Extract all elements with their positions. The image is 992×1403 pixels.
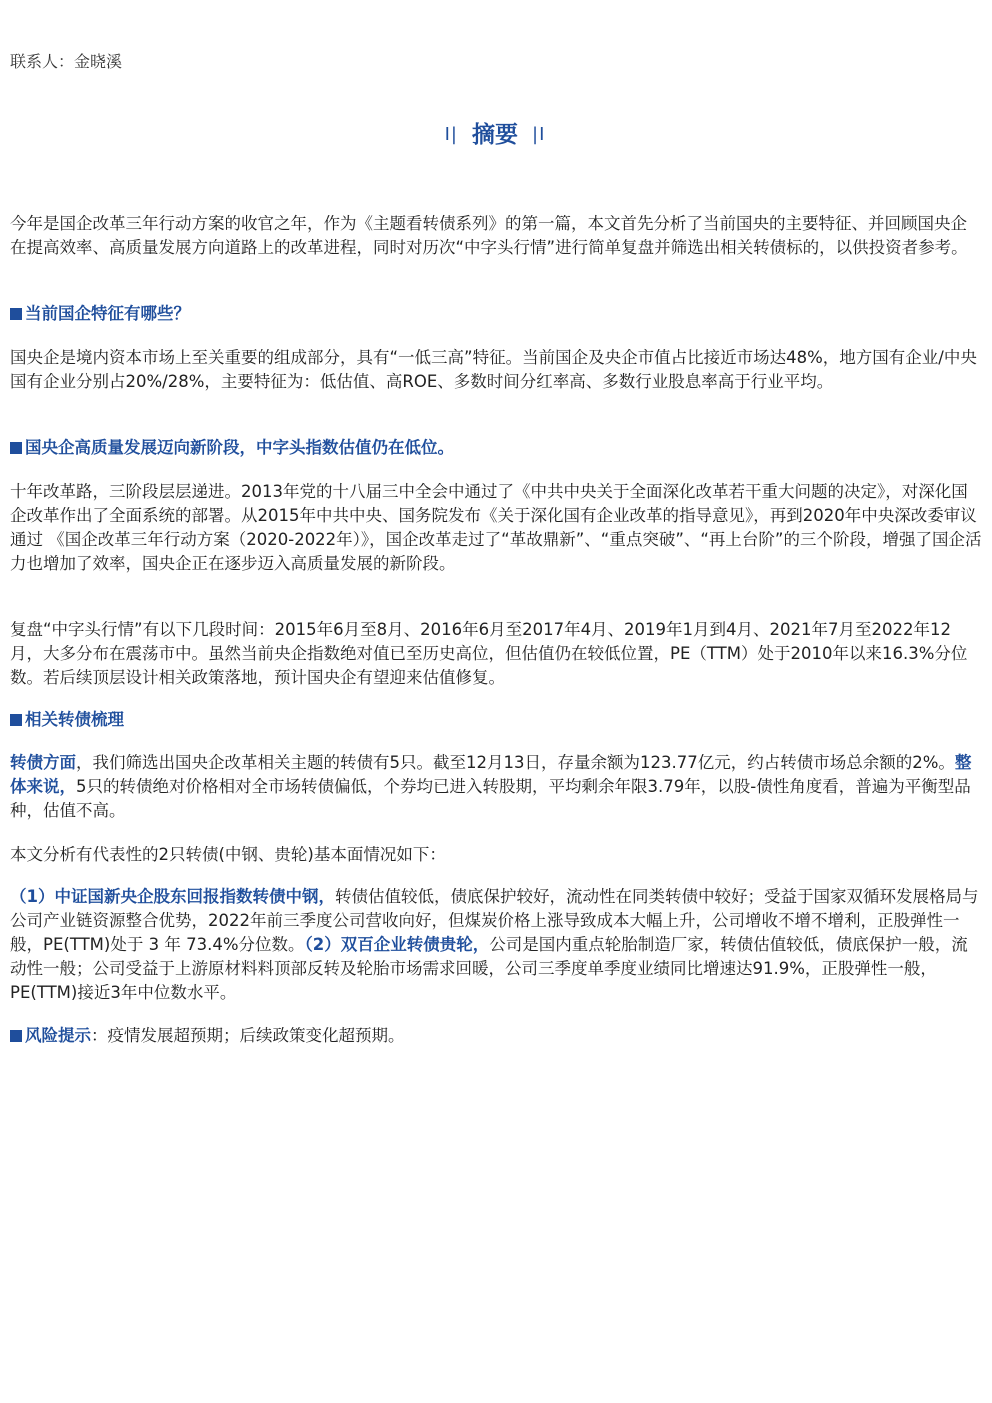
highlight-text: （2）双百企业转债贵轮， [304, 935, 490, 954]
body-text: ，我们筛选出国央企改革相关主题的转债有5只。截至12月13日，存量余额为123.77亿元，约占转债市场总余额的2%。 [76, 753, 955, 772]
abstract-title-text: 摘要 [472, 122, 518, 148]
body-text: 5只的转债绝对价格相对全市场转债偏低，个券均已进入转股期，平均剩余年限3.79年，以股-债性角度看，普遍为平衡型品种，估值不高。 [10, 777, 971, 820]
section-heading-1-text: 当前国企特征有哪些？ [25, 304, 190, 323]
section-heading-2 [10, 436, 454, 460]
title-left-mark: I| [444, 124, 458, 145]
section-heading-1 [10, 302, 190, 326]
section-heading-3-text: 相关转债梳理 [25, 710, 124, 729]
square-bullet-icon [10, 442, 22, 454]
section-3-paragraph-1 [10, 751, 982, 823]
abstract-title [10, 116, 980, 149]
section-heading-2-text: 国央企高质量发展迈向新阶段，中字头指数估值仍在低位。 [25, 438, 454, 457]
highlight-text: 整体来说， [10, 753, 972, 796]
title-right-mark: |I [532, 124, 546, 145]
section-3-paragraph-2: 本文分析有代表性的2只转债(中钢、贵轮)基本面情况如下： [10, 845, 446, 864]
highlight-text: （1）中证国新央企股东回报指数转债中钢， [10, 887, 335, 906]
risk-heading: 风险提示 [25, 1026, 91, 1045]
highlight-text: 转债方面 [10, 753, 76, 772]
section-2-body-1: 十年改革路，三阶段层层递进。2013年党的十八届三中全会中通过了《中共中央关于全面深化改革若干重大问题的决定》，对深化国企改革作出了全面系统的部署。从2015年中共中央、国务院发布《关于深化国有企业改革的指导意见》，再到2020年中央深改委审议通过 《国企改革三年行动方案（2020-2022年）》，国企改革走过了“革故鼎新”、“重点突破”、“再上台阶”的三个阶段，增强了国企活力也增加了效率，国央企正在逐步迈入高质量发展的新阶段。 [10, 482, 982, 573]
intro-paragraph: 今年是国企改革三年行动方案的收官之年，作为《主题看转债系列》的第一篇，本文首先分析了当前国央的主要特征、并回顾国央企在提高效率、高质量发展方向道路上的改革进程，同时对历次“中字头行情”进行简单复盘并筛选出相关转债标的，以供投资者参考。 [10, 214, 968, 257]
risk-paragraph [10, 1024, 982, 1048]
square-bullet-icon [10, 714, 22, 726]
square-bullet-icon [10, 1030, 22, 1042]
contact-line: 联系人：金晓溪 [10, 52, 123, 71]
risk-text: ：疫情发展超预期；后续政策变化超预期。 [91, 1026, 405, 1045]
body-text: 公司是国内重点轮胎制造厂家，转债估值较低，债底保护一般，流动性一般；公司受益于上游原材料料顶部反转及轮胎市场需求回暖，公司三季度单季度业绩同比增速达91.9%，正股弹性一般，PE(TTM)接近3年中位数水平。 [10, 935, 968, 1002]
square-bullet-icon [10, 308, 22, 320]
section-3-paragraph-3 [10, 885, 982, 1005]
body-text: 转债估值较低，债底保护较好，流动性在同类转债中较好；受益于国家双循环发展格局与公司产业链资源整合优势，2022年前三季度公司营收向好，但煤炭价格上涨导致成本大幅上升，公司增收不增不增利，正股弹性一般，PE(TTM)处于 3 年 73.4%分位数。 [10, 887, 979, 954]
section-2-body-2: 复盘“中字头行情”有以下几段时间：2015年6月至8月、2016年6月至2017年4月、2019年1月到4月、2021年7月至2022年12月，大多分布在震荡市中。虽然当前央企指数绝对值已至历史高位，但估值仍在较低位置，PE（TTM）处于2010年以来16.3%分位数。若后续顶层设计相关政策落地，预计国央企有望迎来估值修复。 [10, 620, 968, 687]
section-1-body: 国央企是境内资本市场上至关重要的组成部分，具有“一低三高”特征。当前国企及央企市值占比接近市场达48%，地方国有企业/中央国有企业分别占20%/28%，主要特征为：低估值、高ROE、多数时间分红率高、多数行业股息率高于行业平均。 [10, 348, 977, 391]
section-heading-3 [10, 708, 124, 732]
